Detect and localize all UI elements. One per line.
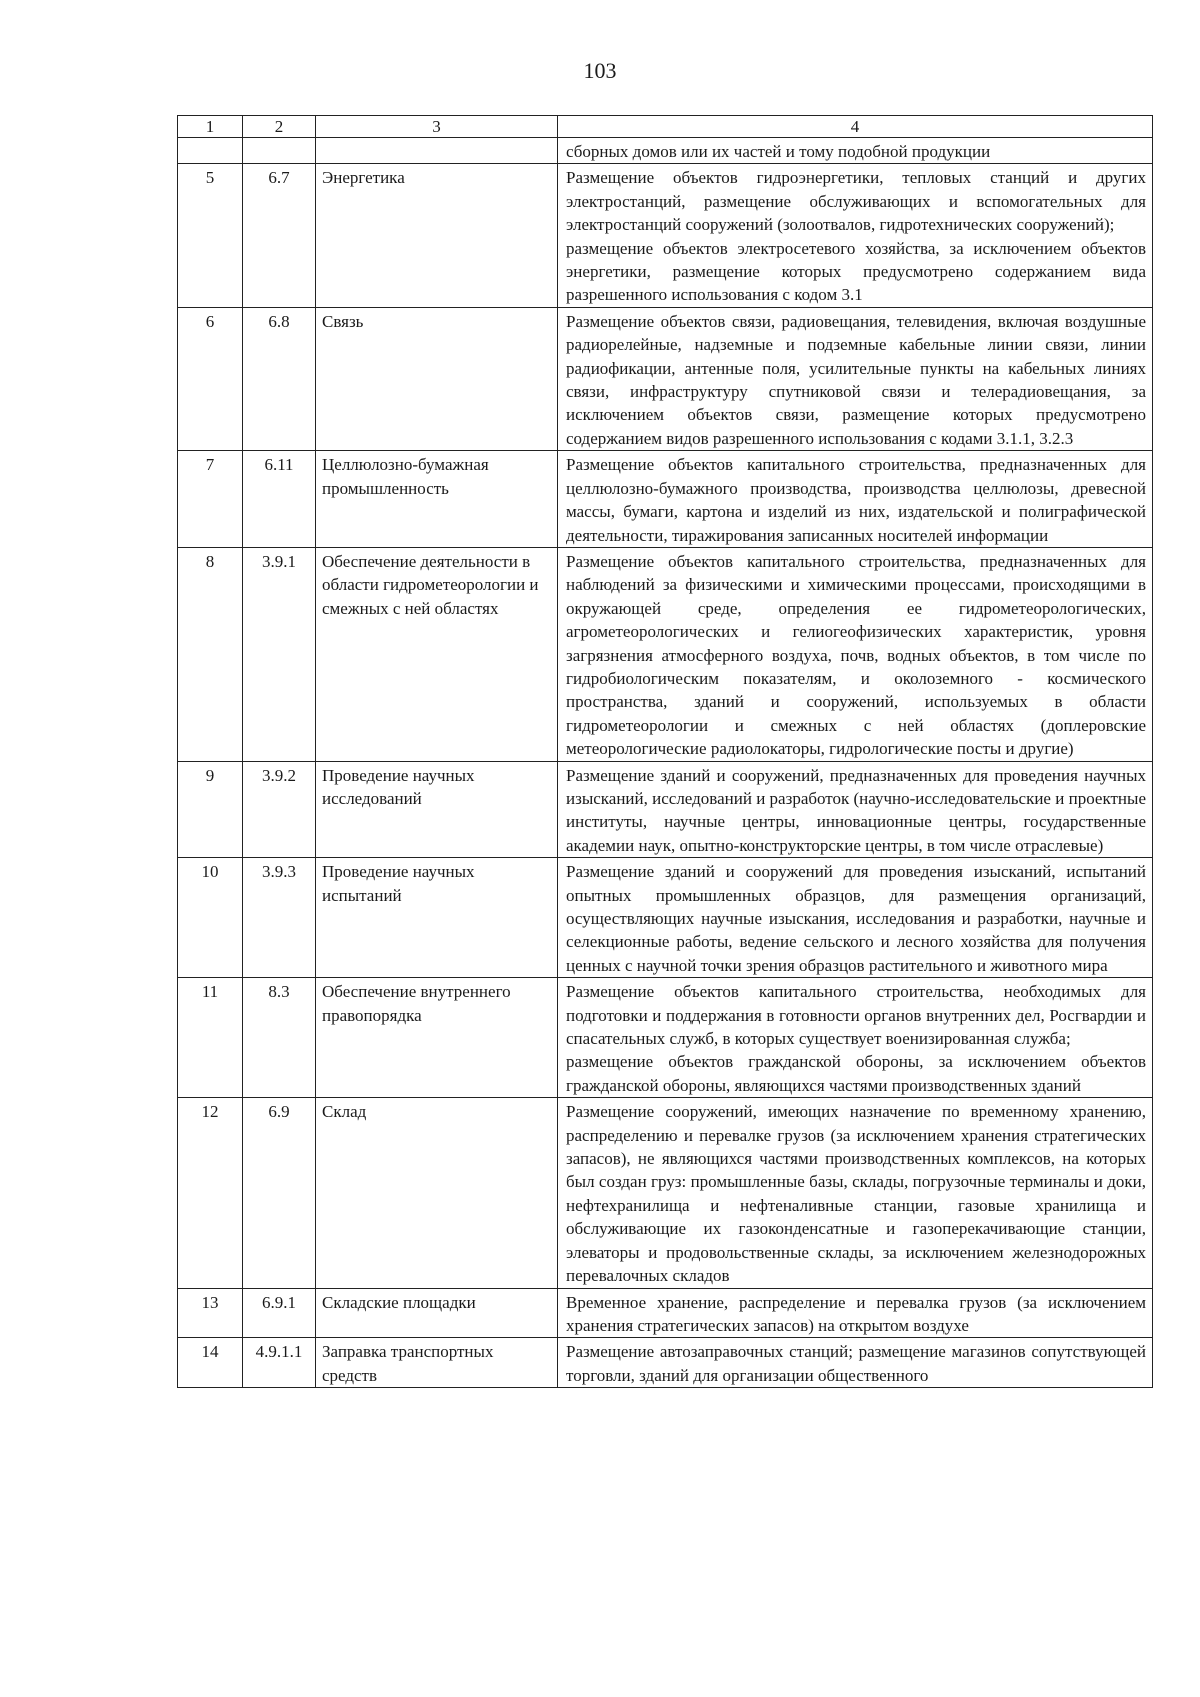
use-description [558, 138, 1153, 164]
table-header [178, 116, 1153, 138]
description-paragraph: Размещение зданий и сооружений, предназначенных для проведения научных изысканий, исследований и разработок (научно-исследовательские и проектные институты, научные центры, инновационные центры, государственные академии наук, опытно-конструкторские центры, в том числе отраслевые) [566, 765, 1146, 855]
table-body [178, 138, 1153, 1388]
description-paragraph: Размещение сооружений, имеющих назначение по временному хранению, распределению и перевалке грузов (за исключением хранения стратегических запасов), не являющихся частями производственных комплексов, на которых был создан груз: промышленные базы, склады, погрузочные терминалы и доки, нефтехранилища и нефтеналивные станции, газовые хранилища и обслуживающие их газоконденсатные и газоперекачивающие станции, элеваторы и продовольственные склады, за исключением железнодорожных перевалочных складов [566, 1102, 1146, 1286]
header-row [178, 116, 1153, 138]
table-row [178, 451, 1153, 548]
description-paragraph: Размещение автозаправочных станций; размещение магазинов сопутствующей торговли, зданий для организации общественного [566, 1342, 1146, 1385]
row-number: 5 [178, 164, 243, 307]
use-code: 6.8 [243, 307, 316, 450]
description-paragraph: Размещение объектов капитального строительства, необходимых для подготовки и поддержания в готовности органов внутренних дел, Росгвардии и спасательных служб, в которых существует военизированная служба; [566, 982, 1146, 1049]
use-name: Целлюлозно-бумажная промышленность [316, 451, 558, 548]
table-row [178, 547, 1153, 761]
use-description [558, 1338, 1153, 1388]
row-number: 12 [178, 1098, 243, 1288]
use-code: 6.7 [243, 164, 316, 307]
row-number: 11 [178, 978, 243, 1098]
row-number: 13 [178, 1288, 243, 1338]
description-paragraph: Размещение объектов связи, радиовещания, телевидения, включая воздушные радиорелейные, надземные и подземные кабельные линии связи, линии радиофикации, антенные поля, усилительные пункты на кабельных линиях связи, инфраструктуру спутниковой связи и телерадиовещания, за исключением объектов связи, размещение которых предусмотрено содержанием видов разрешенного использования с кодами 3.1.1, 3.2.3 [566, 311, 1146, 448]
use-name [316, 138, 558, 164]
use-description [558, 1098, 1153, 1288]
description-paragraph: размещение объектов гражданской обороны, за исключением объектов гражданской обороны, являющихся частями производственных зданий [566, 1052, 1146, 1095]
description-paragraph: Временное хранение, распределение и перевалка грузов (за исключением хранения стратегических запасов) на открытом воздухе [566, 1292, 1146, 1335]
description-paragraph: Размещение объектов гидроэнергетики, тепловых станций и других электростанций, размещение обслуживающих и вспомогательных для электростанций сооружений (золоотвалов, гидротехнических сооружений); [566, 168, 1146, 235]
column-header-4: 4 [558, 116, 1153, 138]
column-header-2: 2 [243, 116, 316, 138]
table-row [178, 1098, 1153, 1288]
use-name: Обеспечение внутреннего правопорядка [316, 978, 558, 1098]
use-name: Проведение научных исследований [316, 761, 558, 858]
use-code: 3.9.2 [243, 761, 316, 858]
use-name: Обеспечение деятельности в области гидрометеорологии и смежных с ней областях [316, 547, 558, 761]
use-name: Заправка транспортных средств [316, 1338, 558, 1388]
use-description [558, 451, 1153, 548]
use-name: Энергетика [316, 164, 558, 307]
table-row [178, 307, 1153, 450]
use-description [558, 547, 1153, 761]
row-number: 10 [178, 858, 243, 978]
description-paragraph: Размещение объектов капитального строительства, предназначенных для целлюлозно-бумажного производства, производства целлюлозы, древесной массы, бумаги, картона и изделий из них, издательской и полиграфической деятельности, тиражирования записанных носителей информации [566, 455, 1146, 545]
row-number [178, 138, 243, 164]
use-code: 4.9.1.1 [243, 1338, 316, 1388]
row-number: 14 [178, 1338, 243, 1388]
use-code: 6.9.1 [243, 1288, 316, 1338]
row-number: 6 [178, 307, 243, 450]
column-header-1: 1 [178, 116, 243, 138]
land-use-table [177, 115, 1153, 1388]
description-paragraph: Размещение объектов капитального строительства, предназначенных для наблюдений за физическими и химическими процессами, происходящими в окружающей среде, определения ее гидрометеорологических, агрометеорологических и гелиогеофизических характеристик, уровня загрязнения атмосферного воздуха, почв, водных объектов, в том числе по гидробиологическим показателям, и околоземного - космического пространства, зданий и сооружений, используемых в области гидрометеорологии и смежных с ней областях (доплеровские метеорологические радиолокаторы, гидрологические посты и другие) [566, 551, 1146, 759]
use-description [558, 1288, 1153, 1338]
use-name: Связь [316, 307, 558, 450]
use-description [558, 164, 1153, 307]
use-code: 6.11 [243, 451, 316, 548]
use-code: 3.9.1 [243, 547, 316, 761]
table-row [178, 1338, 1153, 1388]
table-row [178, 164, 1153, 307]
use-description [558, 761, 1153, 858]
table-row [178, 978, 1153, 1098]
use-code: 8.3 [243, 978, 316, 1098]
use-description [558, 978, 1153, 1098]
table-row [178, 138, 1153, 164]
use-code [243, 138, 316, 164]
column-header-3: 3 [316, 116, 558, 138]
row-number: 7 [178, 451, 243, 548]
table-row [178, 858, 1153, 978]
description-paragraph: размещение объектов электросетевого хозяйства, за исключением объектов энергетики, размещение которых предусмотрено содержанием вида разрешенного использования с кодом 3.1 [566, 238, 1146, 305]
row-number: 8 [178, 547, 243, 761]
use-name: Складские площадки [316, 1288, 558, 1338]
description-paragraph: сборных домов или их частей и тому подобной продукции [566, 142, 991, 161]
use-code: 3.9.3 [243, 858, 316, 978]
description-paragraph: Размещение зданий и сооружений для проведения изысканий, испытаний опытных промышленных образцов, для размещения организаций, осуществляющих научные изыскания, исследования и разработки, научные и селекционные работы, ведение сельского и лесного хозяйства для получения ценных с научной точки зрения образцов растительного и животного мира [566, 862, 1146, 975]
table-row [178, 761, 1153, 858]
use-description [558, 307, 1153, 450]
table-row [178, 1288, 1153, 1338]
page-number: 103 [583, 58, 617, 83]
use-name: Склад [316, 1098, 558, 1288]
use-description [558, 858, 1153, 978]
use-name: Проведение научных испытаний [316, 858, 558, 978]
row-number: 9 [178, 761, 243, 858]
use-code: 6.9 [243, 1098, 316, 1288]
